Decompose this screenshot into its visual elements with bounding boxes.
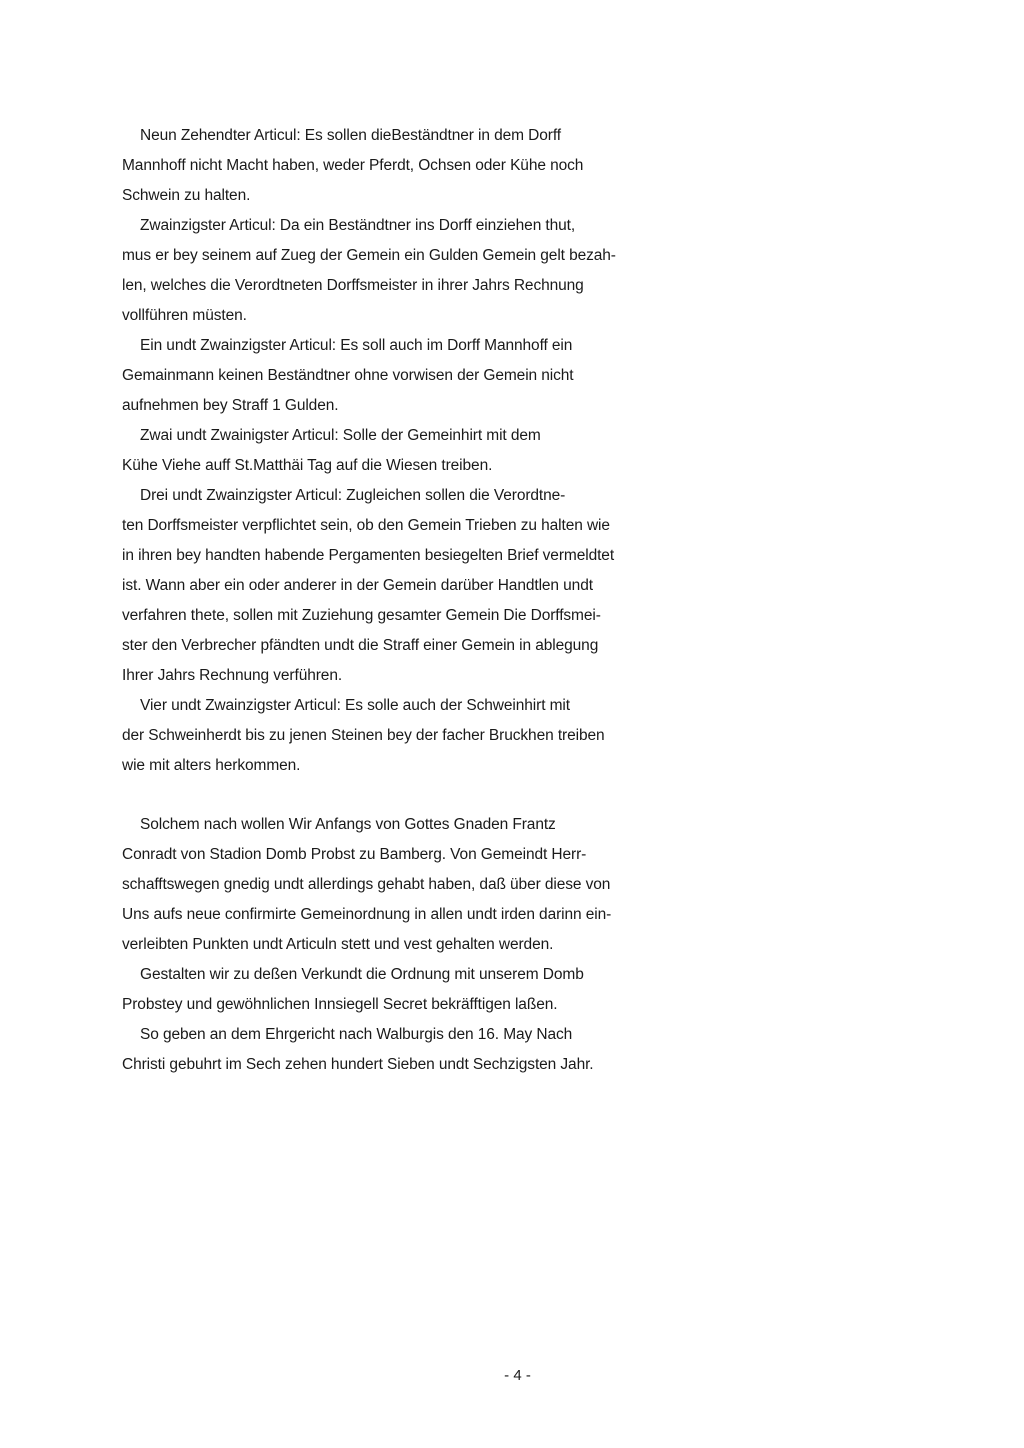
- text-line: ster den Verbrecher pfändten undt die Straff einer Gemein in ablegung: [122, 637, 599, 654]
- text-line: aufnehmen bey Straff 1 Gulden.: [122, 397, 339, 414]
- text-line: Neun Zehendter Articul: Es sollen dieBeständtner in dem Dorff: [140, 127, 561, 144]
- text-line: vollführen müsten.: [122, 307, 247, 324]
- text-line: Solchem nach wollen Wir Anfangs von Gottes Gnaden Frantz: [140, 816, 556, 833]
- text-line: in ihren bey handten habende Pergamenten besiegelten Brief vermeldtet: [122, 547, 615, 564]
- text-line: Mannhoff nicht Macht haben, weder Pferdt, Ochsen oder Kühe noch: [122, 157, 584, 174]
- page-number: - 4 -: [504, 1367, 531, 1384]
- text-line: der Schweinherdt bis zu jenen Steinen bey der facher Bruckhen treiben: [122, 727, 605, 744]
- closing-paragraph: [122, 810, 702, 960]
- text-line: So geben an dem Ehrgericht nach Walburgis den 16. May Nach: [140, 1026, 573, 1043]
- text-line: Uns aufs neue confirmirte Gemeinordnung in allen undt irden darinn ein-: [122, 906, 612, 923]
- articles-section: [122, 121, 702, 781]
- text-line: Vier undt Zwainzigster Articul: Es solle auch der Schweinhirt mit: [140, 697, 570, 714]
- article-20-paragraph: [122, 211, 702, 331]
- text-line: Conradt von Stadion Domb Probst zu Bamberg. Von Gemeindt Herr-: [122, 846, 587, 863]
- text-line: schafftswegen gnedig undt allerdings gehabt haben, daß über diese von: [122, 876, 611, 893]
- article-19-paragraph: [122, 121, 702, 211]
- text-line: Probstey und gewöhnlichen Innsiegell Secret bekräfftigen laßen.: [122, 996, 558, 1013]
- text-line: Kühe Viehe auff St.Matthäi Tag auf die Wiesen treiben.: [122, 457, 493, 474]
- closing-paragraph: [122, 1020, 702, 1080]
- text-line: len, welches die Verordtneten Dorffsmeister in ihrer Jahrs Rechnung: [122, 277, 584, 294]
- text-line: Drei undt Zwainzigster Articul: Zugleichen sollen die Verordtne-: [140, 487, 566, 504]
- text-line: Ein undt Zwainzigster Articul: Es soll auch im Dorff Mannhoff ein: [140, 337, 573, 354]
- text-line: verleibten Punkten undt Articuln stett und vest gehalten werden.: [122, 936, 554, 953]
- text-line: ist. Wann aber ein oder anderer in der Gemein darüber Handtlen undt: [122, 577, 593, 594]
- article-21-paragraph: [122, 331, 702, 421]
- closing-section: [122, 810, 702, 1080]
- article-24-paragraph: [122, 691, 702, 781]
- closing-paragraph: [122, 960, 702, 1020]
- text-line: verfahren thete, sollen mit Zuziehung gesamter Gemein Die Dorffsmei-: [122, 607, 601, 624]
- text-line: Zwainzigster Articul: Da ein Beständtner ins Dorff einziehen thut,: [140, 217, 576, 234]
- text-line: ten Dorffsmeister verpflichtet sein, ob den Gemein Trieben zu halten wie: [122, 517, 610, 534]
- text-line: wie mit alters herkommen.: [122, 757, 301, 774]
- text-line: Christi gebuhrt im Sech zehen hundert Sieben undt Sechzigsten Jahr.: [122, 1056, 594, 1073]
- article-23-paragraph: [122, 481, 702, 691]
- text-line: Gemainmann keinen Beständtner ohne vorwisen der Gemein nicht: [122, 367, 574, 384]
- text-line: mus er bey seinem auf Zueg der Gemein ein Gulden Gemein gelt bezah-: [122, 247, 616, 264]
- text-line: Ihrer Jahrs Rechnung verführen.: [122, 667, 343, 684]
- text-line: Schwein zu halten.: [122, 187, 251, 204]
- text-line: Zwai undt Zwainigster Articul: Solle der Gemeinhirt mit dem: [140, 427, 541, 444]
- text-line: Gestalten wir zu deßen Verkundt die Ordnung mit unserem Domb: [140, 966, 584, 983]
- article-22-paragraph: [122, 421, 702, 481]
